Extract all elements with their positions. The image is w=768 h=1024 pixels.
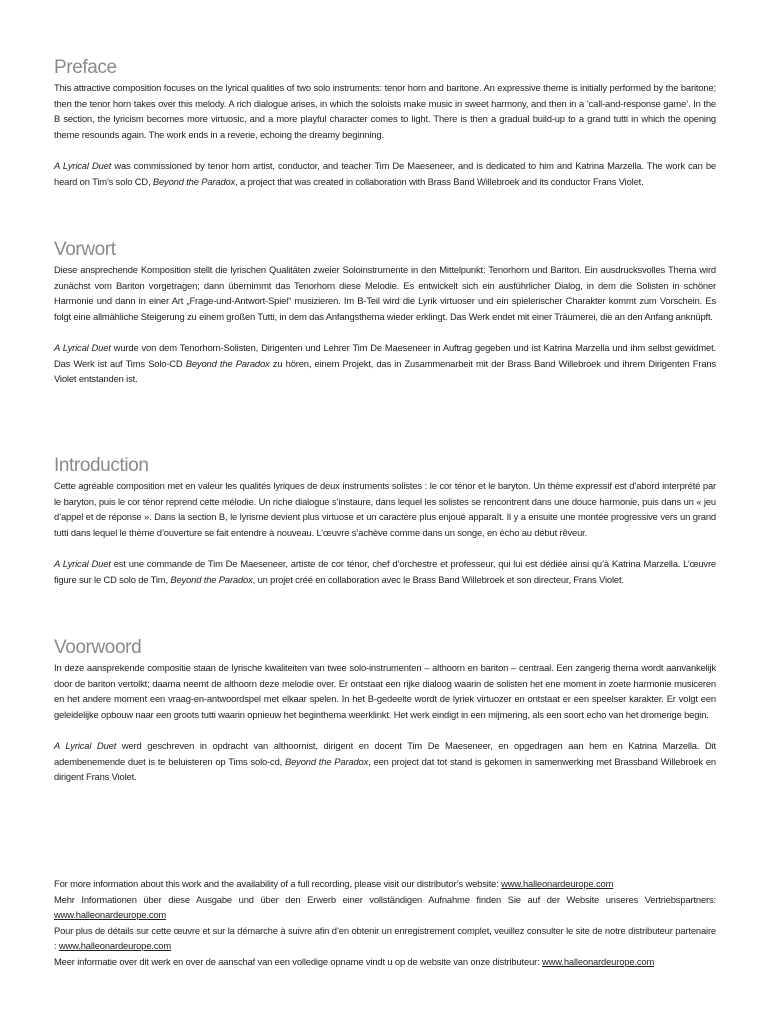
work-title: A Lyrical Duet [54, 739, 117, 751]
work-title: A Lyrical Duet [54, 341, 111, 353]
footer-dutch: Meer informatie over dit werk en over de aanschaf van een volledige opname vindt u op de website van onze distributeur: www.halleonardeurope.com [54, 955, 655, 967]
vorwort-heading: Vorwort [54, 239, 116, 260]
voorwoord-section [54, 637, 716, 785]
distributor-link[interactable]: www.halleonardeurope.com [501, 878, 614, 889]
footer-english: For more information about this work and the availability of a full recording, please visit our distributor’s website: www.halleonardeurope.com [54, 878, 614, 889]
introduction-paragraph-2: A Lyrical Duet est une commande de Tim De Maeseneer, artiste de cor ténor, chef d’orchestre et professeur, qui lui est dédiée ainsi qu’à Katrina Marzella. L’œuvre figure sur le CD solo de Tim, Beyond the Paradox, un projet créé en collaboration avec le Brass Band Willebroek et son directeur, Frans Violet. [54, 557, 716, 585]
preface-heading: Preface [54, 57, 117, 78]
cd-title: Beyond the Paradox [285, 755, 369, 767]
distributor-footer [54, 876, 716, 970]
footer-french: Pour plus de détails sur cette œuvre et sur la démarche à suivre afin d’en obtenir un enregistrement complet, veuillez consulter le site de notre distributeur partenaire : www.halleonardeurope.com [54, 924, 716, 952]
cd-title: Beyond the Paradox [185, 357, 270, 369]
voorwoord-paragraph-1: In deze aansprekende compositie staan de lyrische kwaliteiten van twee solo-instrumenten – althoorn en bariton – centraal. Een zangerig thema wordt aanvankelijk door de bariton vertolkt; daarna neemt de althoorn deze melodie over. Er ontstaat een rijke dialoog waarin de solisten het ene moment in zoete harmonie musiceren en het andere moment een vraag-en-antwoordspel met elkaar spelen. In het B-gedeelte wordt de lyriek virtuozer en ontstaat er een speelser karakter. Er volgt een geleidelijke opbouw naar een groots tutti waarin opnieuw het beginthema weerklinkt. Het werk eindigt in een mijmering, als een soort echo van het dromerige begin. [54, 662, 716, 720]
footer-german: Mehr Informationen über diese Ausgabe und über den Erwerb einer vollständigen Aufnahme finden Sie auf der Website unseres Vertriebspartners: www.halleonardeurope.com [54, 893, 716, 921]
distributor-link[interactable]: www.halleonardeurope.com [58, 940, 172, 952]
cd-title: Beyond the Paradox [170, 573, 253, 585]
distributor-link[interactable]: www.halleonardeurope.com [54, 909, 167, 921]
vorwort-paragraph-2: A Lyrical Duet wurde von dem Tenorhorn-Solisten, Dirigenten und Lehrer Tim De Maeseneer in Auftrag gegeben und ist Katrina Marzella und ihm selbst gewidmet. Das Werk ist auf Tims Solo-CD Beyond the Paradox zu hören, einem Projekt, das in Zusammenarbeit mit der Brass Band Willebroek und ihrem Dirigenten Frans Violet entstanden ist. [54, 341, 717, 385]
preface-section [54, 57, 716, 189]
preface-paragraph-1: This attractive composition focuses on the lyrical qualities of two solo instruments: tenor horn and baritone. An expressive theme is initially performed by the baritone; then the tenor horn takes over this melody. A rich dialogue arises, in which the soloists make music in sweet harmony, and then in a ‘call-and-response game’. In the B section, the lyricism becomes more virtuosic, and a more playful character comes to light. There is then a gradual build-up to a grand tutti in which the opening theme resounds again. The work ends in a reverie, echoing the dreamy beginning. [54, 82, 716, 140]
introduction-paragraph-1: Cette agréable composition met en valeur les qualités lyriques de deux instruments solistes : le cor ténor et le baryton. Un thème expressif est d’abord interprété par le baryton, puis le cor ténor reprend cette mélodie. Un riche dialogue s’instaure, dans lequel les solistes se rencontrent dans une douce harmonie, puis dans un « jeu d’appel et de réponse ». Dans la section B, le lyrisme devient plus virtuose et un caractère plus enjoué apparaît. Il y a ensuite une montée progressive vers un grand tutti dans lequel le thème d’ouverture se fait entendre à nouveau. L’œuvre s’achève comme dans un songe, en écho au début rêveur. [54, 480, 716, 538]
work-title: A Lyrical Duet [54, 159, 112, 171]
vorwort-paragraph-1: Diese ansprechende Komposition stellt die lyrischen Qualitäten zweier Soloinstrumente in den Mittelpunkt: Tenorhorn und Bariton. Ein ausdrucksvolles Thema wird zunächst vom Bariton vorgetragen; dann übernimmt das Tenorhorn diese Melodie. Es entwickelt sich ein ausführlicher Dialog, in dem die Solisten in schöner Harmonie und dann in einer Art „Frage-und-Antwort-Spiel“ musizieren. Im B-Teil wird die Lyrik virtuoser und ein spielerischer Charakter kommt zum Vorschein. Es folgt eine allmähliche Steigerung zu einem großen Tutti, in dem das Anfangsthema wieder erklingt. Das Werk endet mit einer Träumerei, die an den Anfang anknüpft. [54, 264, 716, 322]
cd-title: Beyond the Paradox [152, 175, 236, 187]
distributor-link[interactable]: www.halleonardeurope.com [542, 955, 655, 967]
vorwort-section [54, 239, 716, 387]
introduction-heading: Introduction [54, 455, 149, 476]
work-title: A Lyrical Duet [54, 557, 111, 569]
preface-paragraph-2: A Lyrical Duet was commissioned by tenor horn artist, conductor, and teacher Tim De Maeseneer, and is dedicated to him and Katrina Marzella. The work can be heard on Tim’s solo CD, Beyond the Paradox, a project that was created in collaboration with Brass Band Willebroek and its conductor Frans Violet. [54, 159, 716, 187]
voorwoord-paragraph-2: A Lyrical Duet werd geschreven in opdracht van althoornist, dirigent en docent Tim De Maeseneer, en opgedragen aan hem en Katrina Marzella. Dit adembenemende duet is te beluisteren op Tims solo-cd, Beyond the Paradox, een project dat tot stand is gekomen in samenwerking met Brassband Willebroek en dirigent Frans Violet. [54, 739, 716, 783]
voorwoord-heading: Voorwoord [54, 637, 142, 658]
introduction-section [54, 455, 716, 587]
